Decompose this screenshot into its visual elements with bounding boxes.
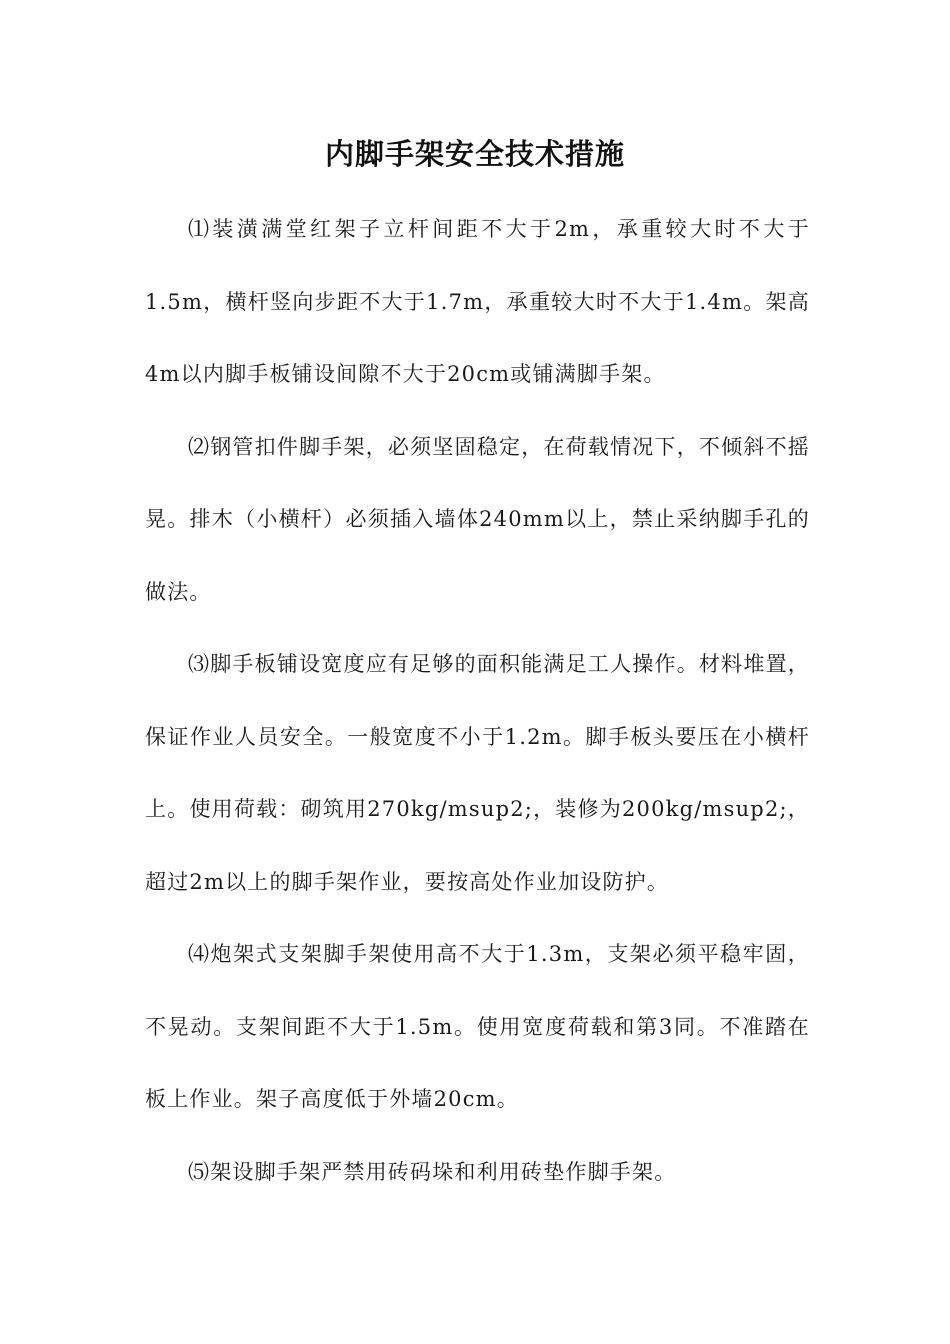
paragraph-2: ⑵钢管扣件脚手架，必须坚固稳定，在荷载情况下，不倾斜不摇晃。排木（小横杆）必须插入墙体240mm以上，禁止采纳脚手孔的做法。	[145, 434, 810, 604]
document-title: 内脚手架安全技术措施	[324, 137, 625, 171]
paragraph-1: ⑴装潢满堂红架子立杆间距不大于2m，承重较大时不大于1.5m，横杆竖向步距不大于1.7m，承重较大时不大于1.4m。架高4m以内脚手板铺设间隙不大于20cm或铺满脚手架。	[145, 217, 810, 386]
paragraph-3: ⑶脚手板铺设宽度应有足够的面积能满足工人操作。材料堆置，保证作业人员安全。一般宽度不小于1.2m。脚手板头要压在小横杆上。使用荷载：砌筑用270kg/msup2;，装修为200kg/msup2;，超过2m以上的脚手架作业，要按高处作业加设防护。	[145, 652, 810, 894]
paragraph-4: ⑷炮架式支架脚手架使用高不大于1.3m，支架必须平稳牢固，不晃动。支架间距不大于1.5m。使用宽度荷载和第3同。不准踏在板上作业。架子高度低于外墙20cm。	[145, 942, 810, 1111]
paragraph-5: ⑸架设脚手架严禁用砖码垛和利用砖垫作脚手架。	[188, 1159, 677, 1184]
document-body	[145, 193, 810, 1208]
